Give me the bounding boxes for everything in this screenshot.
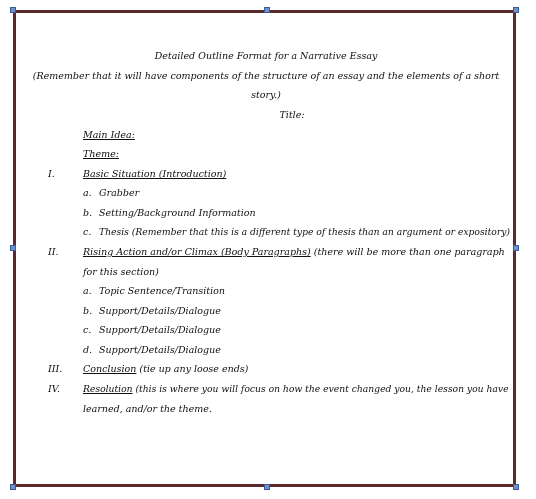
- resize-handle-middle-right[interactable]: [513, 245, 519, 251]
- note-line-2: story.): [251, 90, 281, 101]
- section-2-item-d: Support/Details/Dialogue: [99, 345, 221, 356]
- section-2-item-d-letter: d.: [83, 345, 93, 356]
- section-2-item-c-letter: c.: [83, 325, 92, 336]
- section-2-item-b-letter: b.: [83, 306, 93, 317]
- section-2-item-a: Topic Sentence/Transition: [99, 286, 225, 297]
- title-label: Title:: [279, 110, 305, 121]
- section-3-after: (tie up any loose ends): [136, 364, 249, 375]
- note-line-1: (Remember that it will have components of the structure of an essay and the elements of a short: [32, 71, 500, 82]
- section-1-item-a-letter: a.: [83, 188, 92, 199]
- section-2-item-a-letter: a.: [83, 286, 92, 297]
- section-2-after: (there will be more than one paragraph: [310, 247, 505, 258]
- resize-handle-bottom-center[interactable]: [264, 484, 270, 490]
- section-4-heading: Resolution: [83, 384, 133, 395]
- section-1-item-c-letter: c.: [83, 227, 92, 238]
- section-2-item-b: Support/Details/Dialogue: [99, 306, 221, 317]
- resize-handle-top-left[interactable]: [10, 7, 16, 13]
- section-1-item-b: Setting/Background Information: [99, 208, 256, 219]
- resize-handle-bottom-left[interactable]: [10, 484, 16, 490]
- section-2-number: II.: [48, 247, 59, 258]
- section-4-number: IV.: [48, 384, 60, 395]
- theme-label: Theme:: [83, 149, 119, 160]
- section-1-item-b-letter: b.: [83, 208, 93, 219]
- section-2-continuation: for this section): [83, 267, 159, 278]
- resize-handle-bottom-right[interactable]: [513, 484, 519, 490]
- section-3-heading: Conclusion: [83, 364, 137, 375]
- section-1-heading: Basic Situation (Introduction): [83, 169, 227, 180]
- resize-handle-middle-left[interactable]: [10, 245, 16, 251]
- document-title: Detailed Outline Format for a Narrative Essay: [154, 51, 378, 62]
- section-1-item-c: Thesis (Remember that this is a different type of thesis than an argument or expository): [99, 227, 510, 238]
- resize-handle-top-right[interactable]: [513, 7, 519, 13]
- main-idea-label: Main Idea:: [83, 130, 135, 141]
- section-2-heading: Rising Action and/or Climax (Body Paragraphs): [83, 247, 311, 258]
- section-2-item-c: Support/Details/Dialogue: [99, 325, 221, 336]
- section-1-item-a: Grabber: [99, 188, 140, 199]
- section-3-line: [83, 364, 248, 376]
- section-3-number: III.: [48, 364, 63, 375]
- section-4-after: (this is where you will focus on how the event changed you, the lesson you have: [132, 384, 509, 395]
- section-4-continuation: learned, and/or the theme.: [83, 404, 212, 415]
- section-4-line: [83, 384, 509, 396]
- resize-handle-top-center[interactable]: [264, 7, 270, 13]
- section-1-number: I.: [48, 169, 55, 180]
- section-2-line: [83, 247, 505, 259]
